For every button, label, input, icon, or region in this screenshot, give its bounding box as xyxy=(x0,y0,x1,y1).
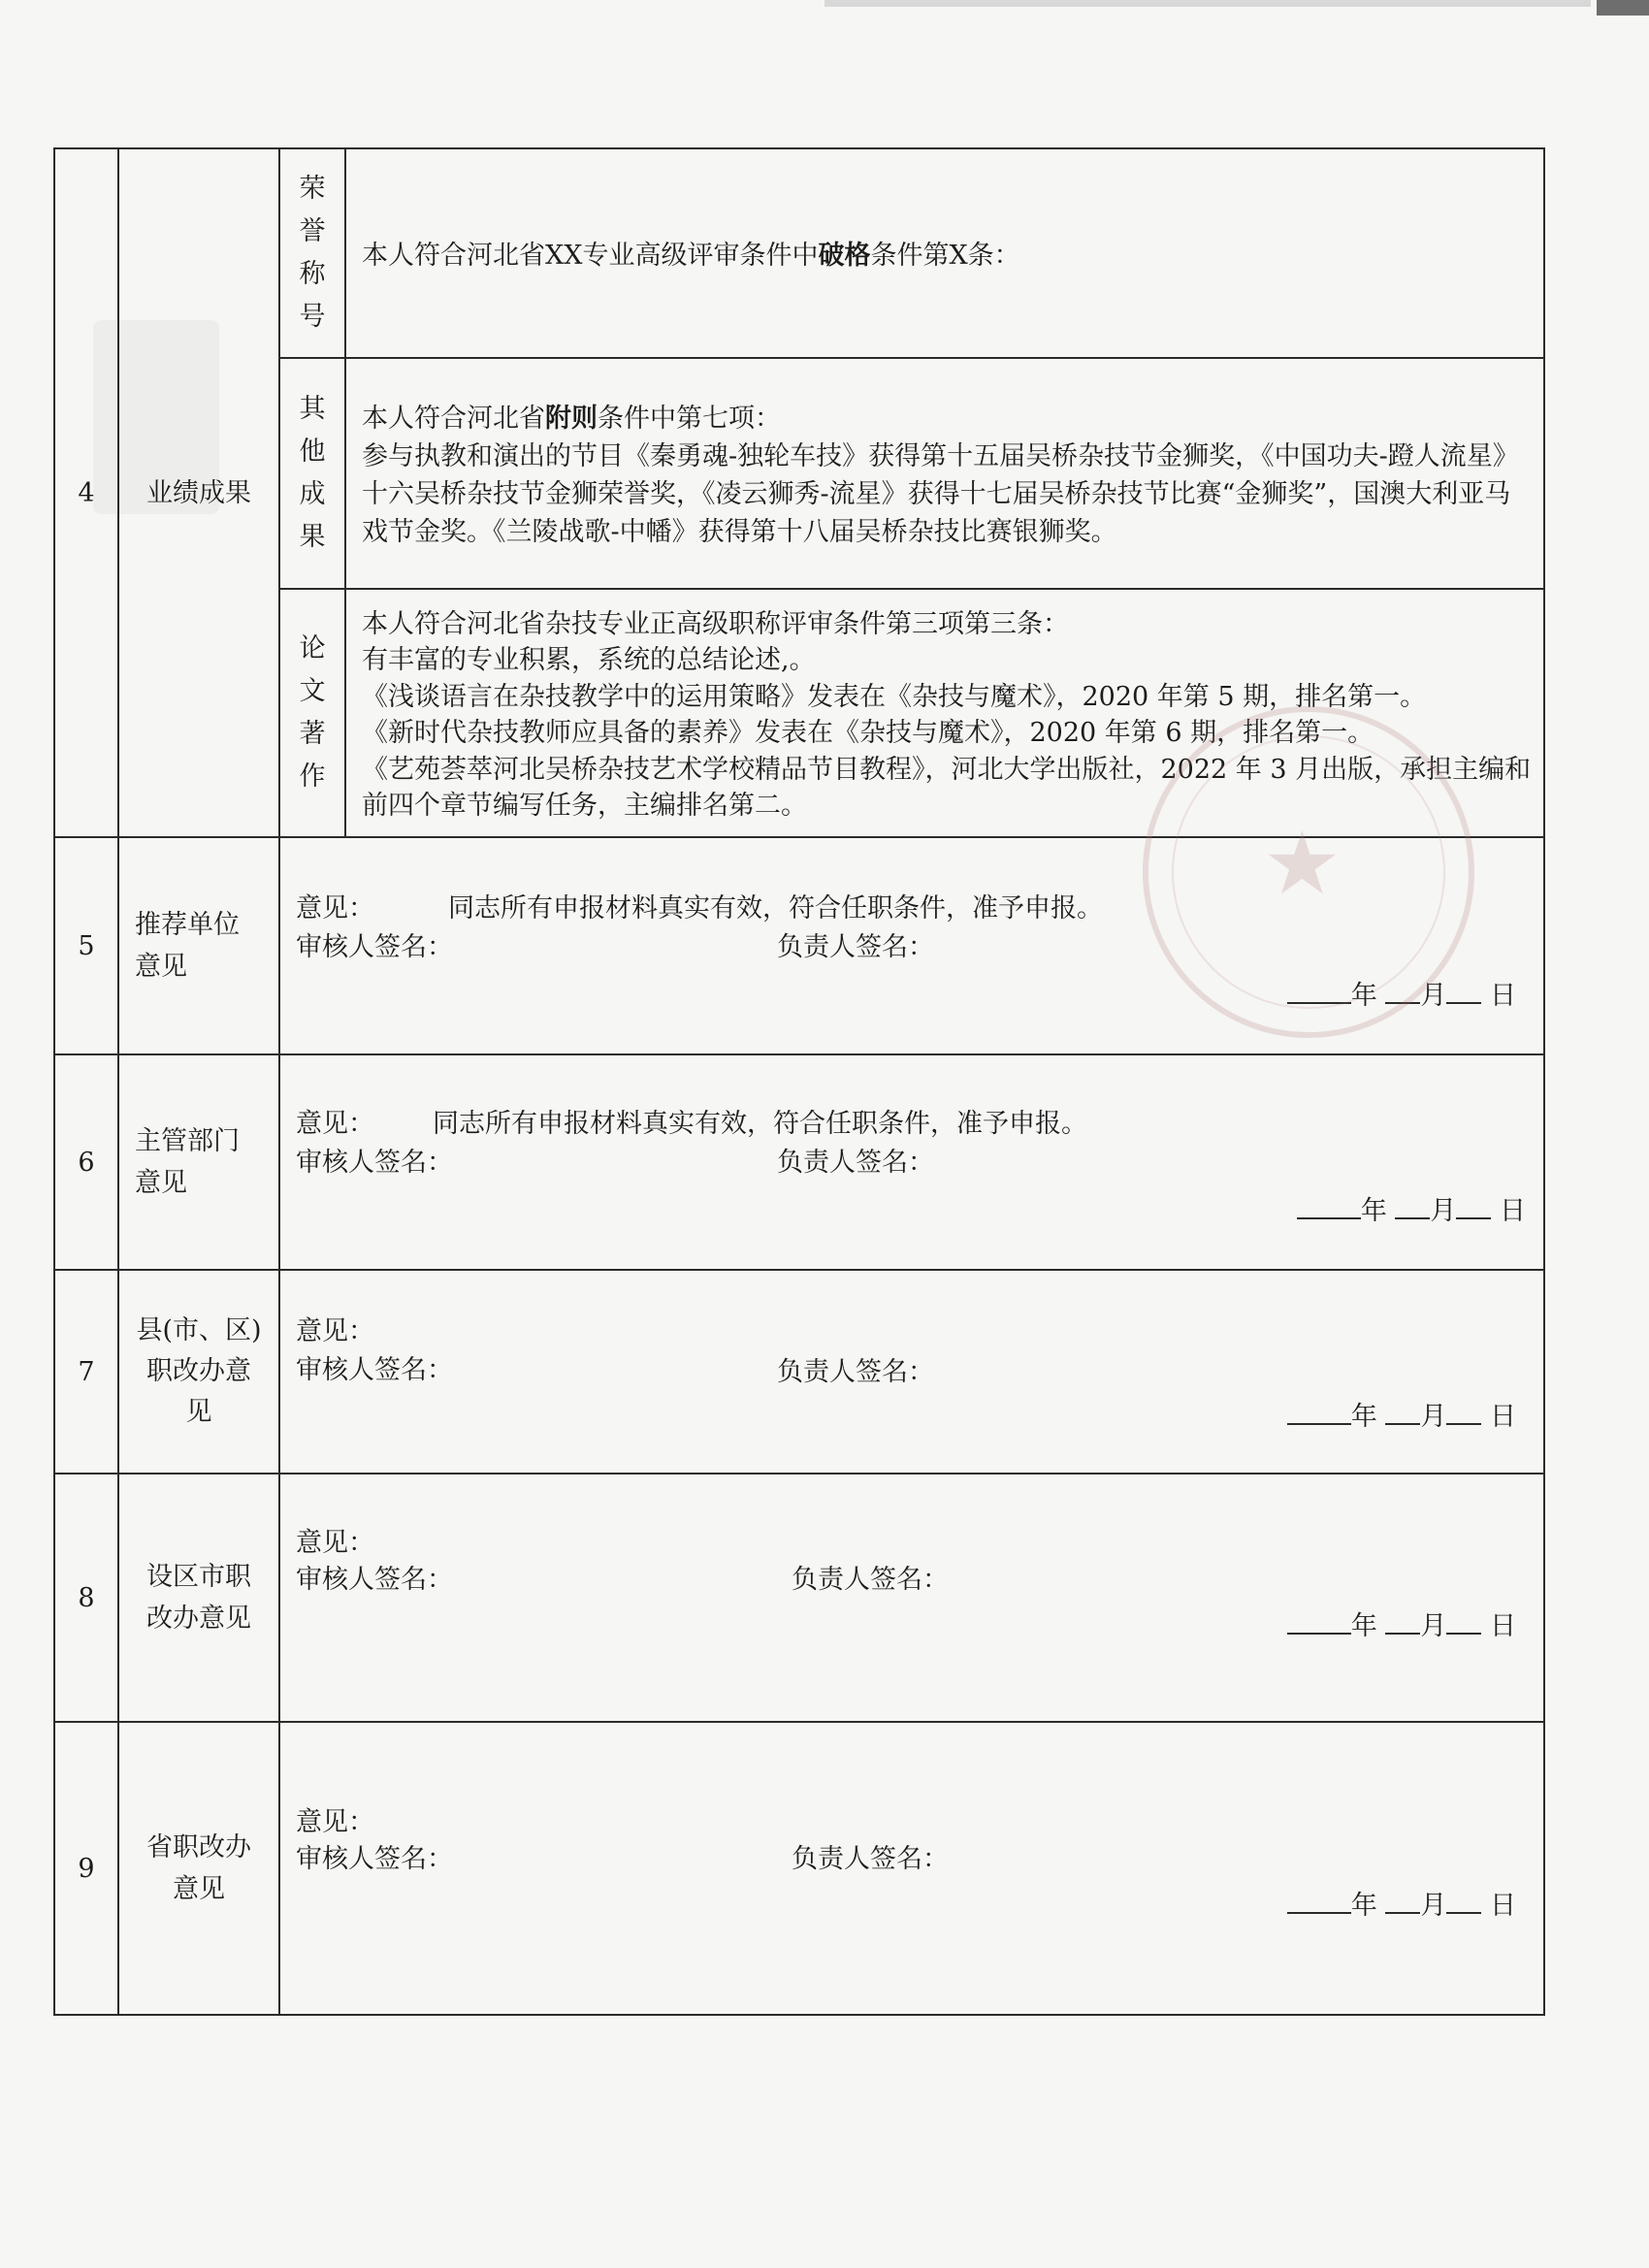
responsible-signature-label: 负责人签名： xyxy=(792,1565,949,1595)
sub-label-papers: 论 文 著 作 xyxy=(279,589,345,837)
row-competent-department xyxy=(54,1054,1544,1270)
date-field[interactable]: 年 月 日 xyxy=(1287,974,1516,1012)
row-number: 5 xyxy=(54,837,118,1054)
row-number: 7 xyxy=(54,1270,118,1474)
sub-label-honor: 荣 誉 称 号 xyxy=(279,148,345,358)
date-field[interactable]: 年 月 日 xyxy=(1287,1395,1516,1433)
row-number: 8 xyxy=(54,1474,118,1722)
opinion-cell-provincial-office[interactable]: 意见： 审核人签名： 负责人签名： 年 月 日 xyxy=(279,1722,1544,2015)
reviewer-signature-label: 审核人签名： xyxy=(296,932,453,962)
item-label-achievements: 业绩成果 xyxy=(118,148,279,837)
reviewer-signature-label: 审核人签名： xyxy=(296,1148,453,1178)
reviewer-signature-label: 审核人签名： xyxy=(296,1565,453,1595)
row-city-office xyxy=(54,1474,1544,1722)
item-label-city-office: 设区市职 改办意见 xyxy=(118,1474,279,1722)
row-number: 4 xyxy=(54,148,118,837)
official-seal-stamp xyxy=(1143,706,1474,1038)
papers-content: 本人符合河北省杂技专业正高级职称评审条件第三项第三条： 有丰富的专业积累，系统的总结论述,。 《浅谈语言在杂技教学中的运用策略》发表在《杂技与魔术》，2020 年第 5 期，排名第一。 《新时代杂技教师应具备的素养》发表在《杂技与魔术》，2020 年第 6 期，排名第一。 《艺苑荟萃河北吴桥杂技艺术学校精品节目教程》，河北大学出版社，2022 年 3 月出版，承担主编和前四个章节编写任务，主编排名第二。 xyxy=(345,589,1544,837)
opinion-cell-city-office[interactable]: 意见： 审核人签名： 负责人签名： 年 月 日 xyxy=(279,1474,1544,1722)
responsible-signature-label: 负责人签名： xyxy=(777,1148,934,1178)
row-number: 9 xyxy=(54,1722,118,2015)
opinion-cell-county-office[interactable]: 意见： 审核人签名： 负责人签名： 年 月 日 xyxy=(279,1270,1544,1474)
scan-top-line xyxy=(824,0,1591,7)
honor-content: 本人符合河北省XX专业高级评审条件中破格条件第X条： xyxy=(345,148,1544,358)
row-number: 6 xyxy=(54,1054,118,1270)
reviewer-signature-label: 审核人签名： xyxy=(296,1355,453,1385)
reviewer-signature-label: 审核人签名： xyxy=(296,1844,453,1874)
other-achievements-body: 参与执教和演出的节目《秦勇魂-独轮车技》获得第十五届吴桥杂技节金狮奖，《中国功夫-蹬人流星》十六吴桥杂技节金狮荣誉奖，《凌云狮秀-流星》获得十七届吴桥杂技节比赛“金狮奖”，国澳大利亚马戏节金奖。《兰陵战歌-中幡》获得第十八届吴桥杂技比赛银狮奖。 xyxy=(362,441,1519,547)
opinion-cell-recommending-unit[interactable]: 意见： 同志所有申报材料真实有效，符合任职条件，准予申报。 审核人签名： 负责人签名： 年 月 日 xyxy=(279,837,1544,1054)
seal-star-icon: ★ xyxy=(1263,813,1342,915)
responsible-signature-label: 负责人签名： xyxy=(777,932,934,962)
row-county-office xyxy=(54,1270,1544,1474)
opinion-text: 同志所有申报材料真实有效，符合任职条件，准予申报。 xyxy=(448,893,1103,923)
evaluation-form-table xyxy=(53,147,1545,2016)
scan-edge-mark xyxy=(1597,0,1649,16)
responsible-signature-label: 负责人签名： xyxy=(777,1357,934,1387)
date-field[interactable]: 年 月 日 xyxy=(1287,1604,1516,1642)
sub-label-other: 其 他 成 果 xyxy=(279,358,345,589)
row-honor-title xyxy=(54,148,1544,358)
opinion-cell-competent-department[interactable]: 意见： 同志所有申报材料真实有效，符合任职条件，准予申报。 审核人签名： 负责人签名： 年 月 日 xyxy=(279,1054,1544,1270)
other-achievements-content: 本人符合河北省附则条件中第七项： 参与执教和演出的节目《秦勇魂-独轮车技》获得第十五届吴桥杂技节金狮奖，《中国功夫-蹬人流星》十六吴桥杂技节金狮荣誉奖，《凌云狮秀-流星》获得十七届吴桥杂技节比赛“金狮奖”，国澳大利亚马戏节金奖。《兰陵战歌-中幡》获得第十八届吴桥杂技比赛银狮奖。 xyxy=(345,358,1544,589)
item-label-county-office: 县(市、区) 职改办意 见 xyxy=(118,1270,279,1474)
date-field[interactable]: 年 月 日 xyxy=(1297,1189,1526,1227)
responsible-signature-label: 负责人签名： xyxy=(792,1844,949,1874)
item-label-recommending-unit: 推荐单位 意见 xyxy=(118,837,279,1054)
item-label-provincial-office: 省职改办 意见 xyxy=(118,1722,279,2015)
item-label-competent-department: 主管部门 意见 xyxy=(118,1054,279,1270)
opinion-text: 同志所有申报材料真实有效，符合任职条件，准予申报。 xyxy=(433,1109,1087,1139)
date-field[interactable]: 年 月 日 xyxy=(1287,1884,1516,1922)
row-provincial-office xyxy=(54,1722,1544,2015)
